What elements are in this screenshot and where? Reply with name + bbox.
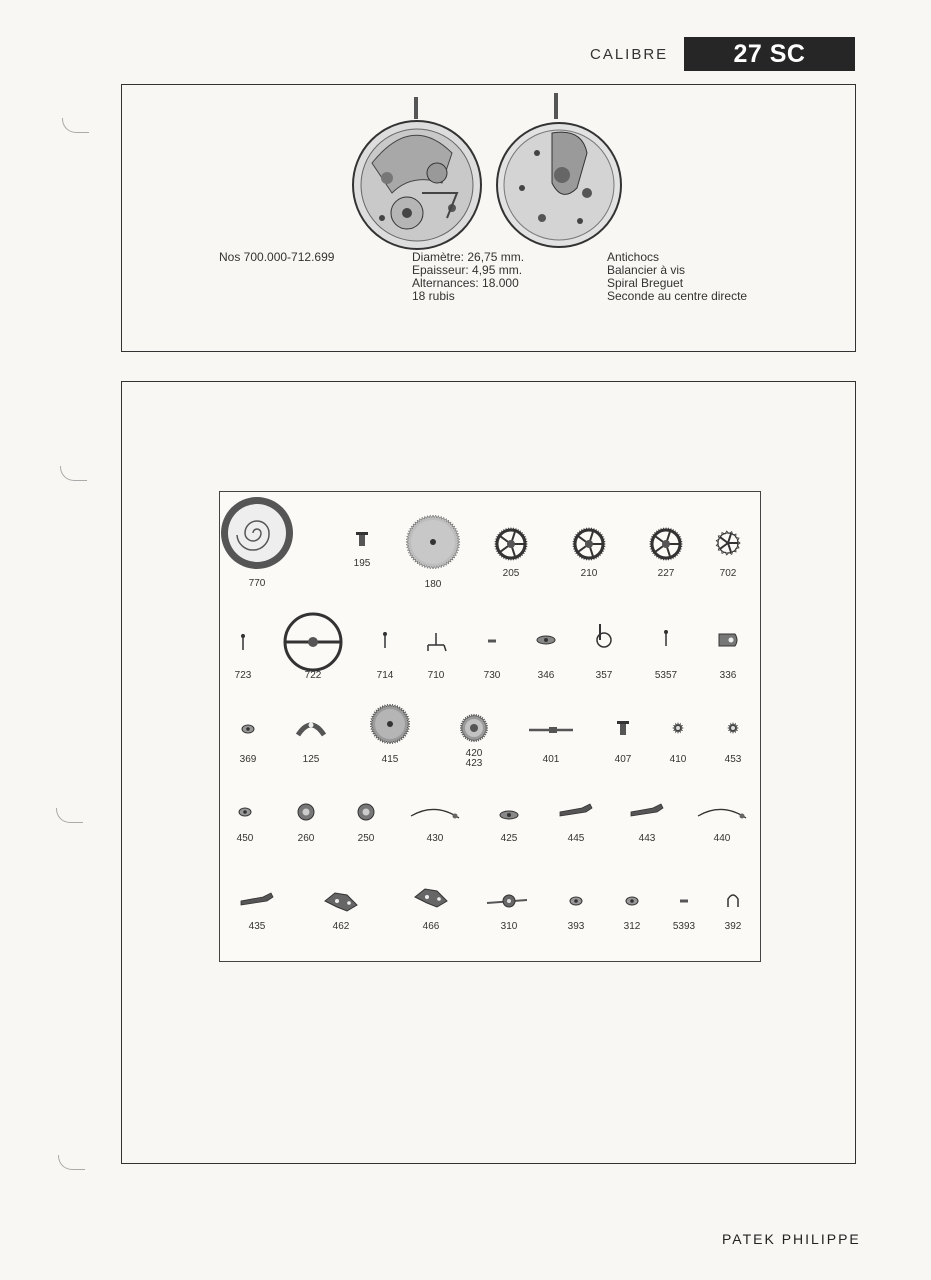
spec-alternances: Alternances: 18.000 bbox=[412, 276, 519, 290]
part-number-label: 462 bbox=[332, 921, 350, 932]
part-number-label: 5393 bbox=[672, 921, 696, 932]
spec-thickness: Epaisseur: 4,95 mm. bbox=[412, 263, 523, 277]
part-number-label: 393 bbox=[567, 921, 585, 932]
movement-back-image bbox=[492, 93, 622, 251]
part-number-label: 369 bbox=[239, 754, 257, 765]
part-number-label: 5357 bbox=[654, 670, 678, 681]
spec-diameter: Diamètre: 26,75 mm. bbox=[412, 250, 525, 264]
feature-specs bbox=[607, 251, 747, 303]
binder-hole-mark bbox=[62, 118, 89, 133]
binder-hole-mark bbox=[60, 466, 87, 481]
part-number-label: 445 bbox=[567, 833, 585, 844]
part-number-label: 443 bbox=[638, 833, 656, 844]
part-number-label: 125 bbox=[302, 754, 320, 765]
binder-hole-mark bbox=[56, 808, 83, 823]
movement-front-image bbox=[352, 93, 482, 251]
part-number-label: 723 bbox=[234, 670, 252, 681]
serial-numbers: Nos 700.000-712.699 bbox=[219, 250, 335, 264]
part-number-label: 260 bbox=[297, 833, 315, 844]
part-number-label: 407 bbox=[614, 754, 632, 765]
part-number-label: 401 bbox=[542, 754, 560, 765]
arch-spring-icon bbox=[220, 492, 221, 493]
parts-panel bbox=[121, 381, 856, 1164]
movement-panel bbox=[121, 84, 856, 352]
part-number-label: 392 bbox=[724, 921, 742, 932]
part-number-label: 453 bbox=[724, 754, 742, 765]
part-number-label: 425 bbox=[500, 833, 518, 844]
parts-chart bbox=[219, 491, 761, 962]
part-number-label: 205 bbox=[502, 568, 520, 579]
binder-hole-mark bbox=[58, 1155, 85, 1170]
feature-seconds: Seconde au centre directe bbox=[607, 289, 748, 303]
calibre-number-badge: 27 SC bbox=[684, 37, 855, 71]
part-number-label: 227 bbox=[657, 568, 675, 579]
brand-footer: PATEK PHILIPPE bbox=[722, 1231, 861, 1247]
part-number-label: 346 bbox=[537, 670, 555, 681]
part-number-label: 195 bbox=[353, 558, 371, 569]
part-number-label: 415 bbox=[381, 754, 399, 765]
spec-jewels: 18 rubis bbox=[412, 289, 455, 303]
part-number-label: 440 bbox=[713, 833, 731, 844]
part-number-label: 466 bbox=[422, 921, 440, 932]
calibre-label: CALIBRE bbox=[590, 46, 669, 63]
part-number-label: 714 bbox=[376, 670, 394, 681]
part-number-label: 730 bbox=[483, 670, 501, 681]
part-number-label: 435 bbox=[248, 921, 266, 932]
part-number-label: 357 bbox=[595, 670, 613, 681]
part-number-label: 312 bbox=[623, 921, 641, 932]
part-number-label: 410 bbox=[669, 754, 687, 765]
part-number-label: 420 423 bbox=[465, 748, 483, 769]
part-number-label: 210 bbox=[580, 568, 598, 579]
part-number-label: 702 bbox=[719, 568, 737, 579]
part-number-label: 310 bbox=[500, 921, 518, 932]
part-number-label: 180 bbox=[424, 579, 442, 590]
feature-spiral: Spiral Breguet bbox=[607, 276, 684, 290]
part-number-label: 336 bbox=[719, 670, 737, 681]
part-number-label: 450 bbox=[236, 833, 254, 844]
part-number-label: 770 bbox=[248, 578, 266, 589]
part-number-label: 722 bbox=[304, 670, 322, 681]
feature-shock: Antichocs bbox=[607, 250, 660, 264]
part-number-label: 250 bbox=[357, 833, 375, 844]
part-number-label: 710 bbox=[427, 670, 445, 681]
feature-balance: Balancier à vis bbox=[607, 263, 686, 277]
part-number-label: 430 bbox=[426, 833, 444, 844]
dimension-specs bbox=[412, 251, 524, 303]
